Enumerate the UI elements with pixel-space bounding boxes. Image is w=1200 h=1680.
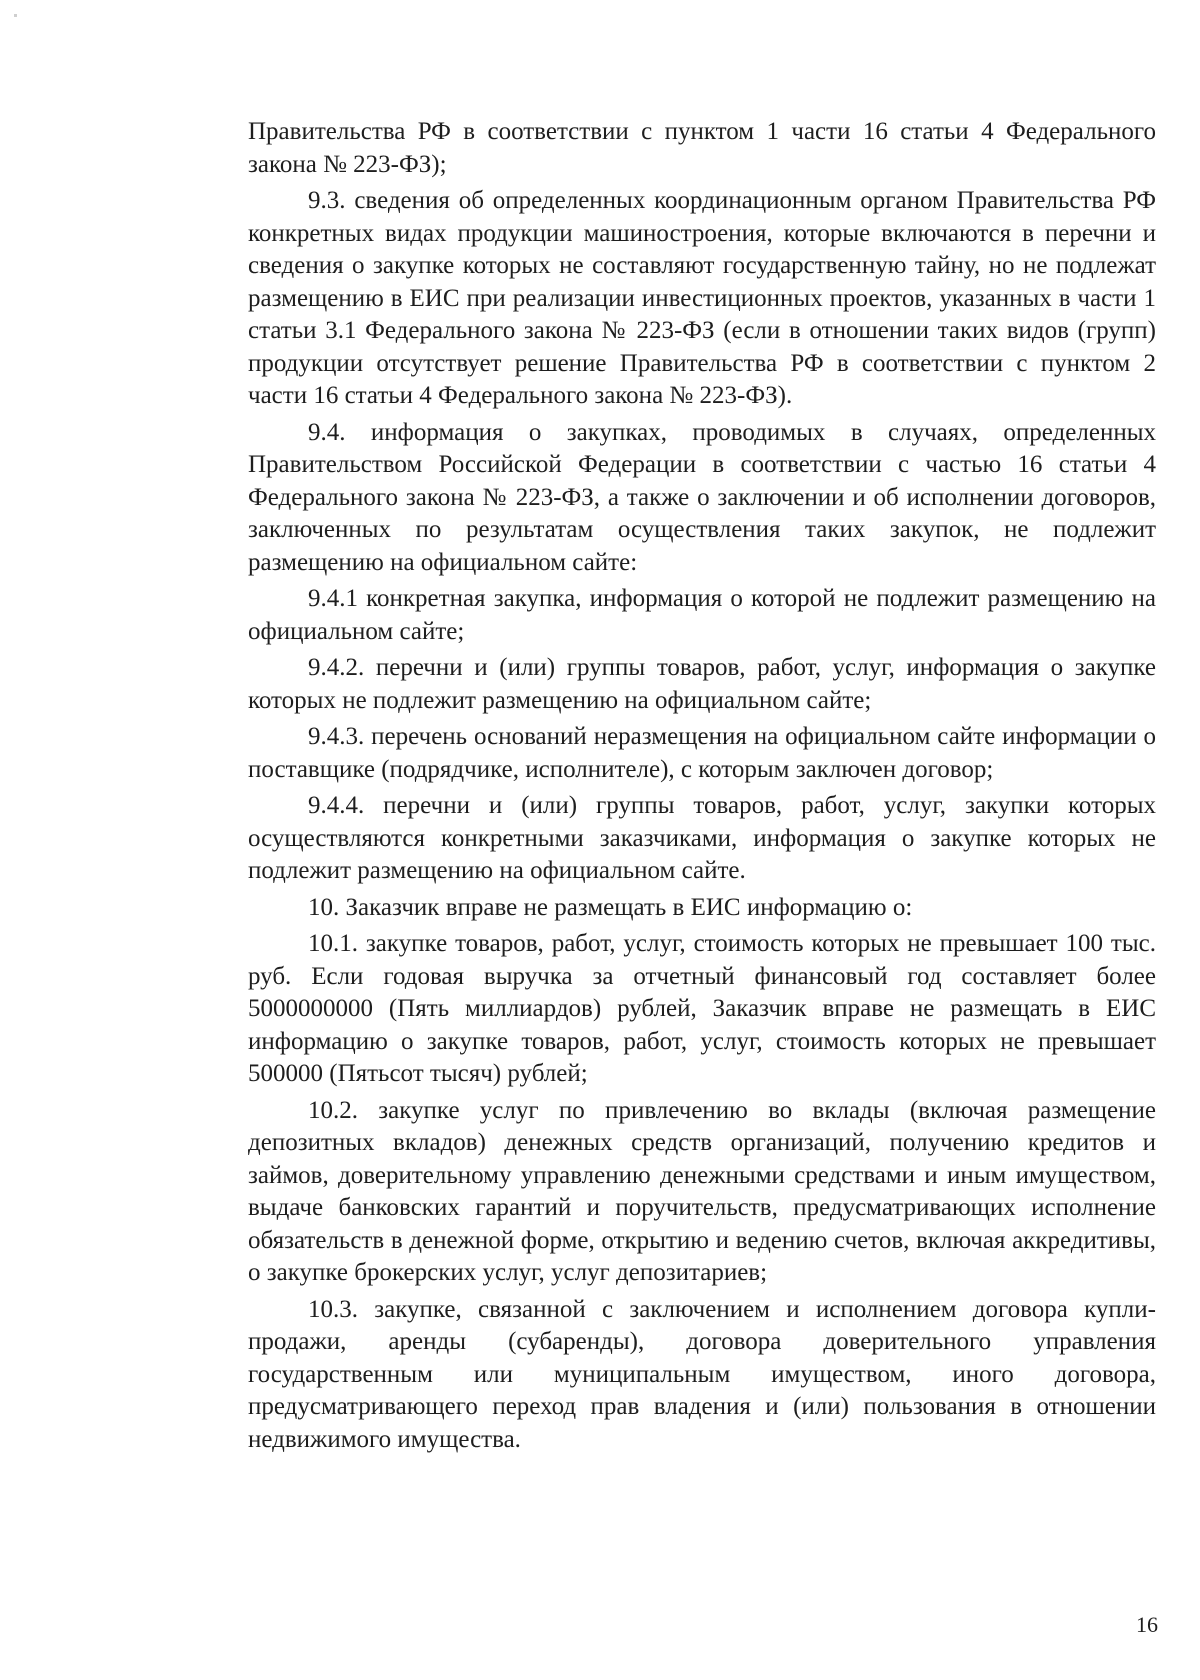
page-number: 16 bbox=[1136, 1612, 1158, 1637]
paragraph-9-4-3: 9.4.3. перечень оснований неразмещения на официальном сайте информации о поставщике (подрядчике, исполнителе), с которым заключен договор; bbox=[248, 723, 1156, 783]
paragraph-9-3: 9.3. сведения об определенных координационным органом Правительства РФ конкретных видах продукции машиностроения, которые включаются в перечни и сведения о закупке которых не составляют государственную тайну, но не подлежат размещению в ЕИС при реализации инвестиционных проектов, указанных в части 1 статьи 3.1 Федерального закона № 223-ФЗ (если в отношении таких видов (групп) продукции отсутствует решение Правительства РФ в соответствии с пунктом 2 части 16 статьи 4 Федерального закона № 223-ФЗ). bbox=[248, 187, 1156, 409]
paragraph-continuation: Правительства РФ в соответствии с пунктом 1 части 16 статьи 4 Федерального закона № 223-ФЗ); bbox=[248, 118, 1156, 178]
paragraph-9-4-1: 9.4.1 конкретная закупка, информация о которой не подлежит размещению на официальном сайте; bbox=[248, 585, 1156, 645]
paragraph-9-4-4: 9.4.4. перечни и (или) группы товаров, работ, услуг, закупки которых осуществляются конкретными заказчиками, информация о закупке которых не подлежит размещению на официальном сайте. bbox=[248, 792, 1156, 884]
paragraph-9-4-2: 9.4.2. перечни и (или) группы товаров, работ, услуг, информация о закупке которых не подлежит размещению на официальном сайте; bbox=[248, 654, 1156, 714]
paragraph-10: 10. Заказчик вправе не размещать в ЕИС информацию о: bbox=[308, 893, 913, 921]
paragraph-10-3: 10.3. закупке, связанной с заключением и исполнением договора купли-продажи, аренды (субаренды), договора доверительного управления государственным или муниципальным имуществом, иного договора, предусматривающего переход прав владения и (или) пользования в отношении недвижимого имущества. bbox=[248, 1295, 1156, 1453]
paragraph-10-1: 10.1. закупке товаров, работ, услуг, стоимость которых не превышает 100 тыс. руб. Если годовая выручка за отчетный финансовый год составляет более 5000000000 (Пять миллиардов) рублей, Заказчик вправе не размещать в ЕИС информацию о закупке товаров, работ, услуг, стоимость которых не превышает 500000 (Пятьсот тысяч) рублей; bbox=[248, 930, 1156, 1087]
paragraph-10-2: 10.2. закупке услуг по привлечению во вклады (включая размещение депозитных вкладов) денежных средств организаций, получению кредитов и займов, доверительному управлению денежными средствами и иным имуществом, выдаче банковских гарантий и поручительств, предусматривающих исполнение обязательств в денежной форме, открытию и ведению счетов, включая аккредитивы, о закупке брокерских услуг, услуг депозитариев; bbox=[248, 1096, 1156, 1286]
paragraph-9-4: 9.4. информация о закупках, проводимых в случаях, определенных Правительством Российской Федерации в соответствии с частью 16 статьи 4 Федерального закона № 223-ФЗ, а также о заключении и об исполнении договоров, заключенных по результатам осуществления таких закупок, не подлежит размещению на официальном сайте: bbox=[248, 418, 1156, 576]
scan-speck bbox=[14, 14, 17, 17]
document-body bbox=[248, 116, 1156, 1460]
